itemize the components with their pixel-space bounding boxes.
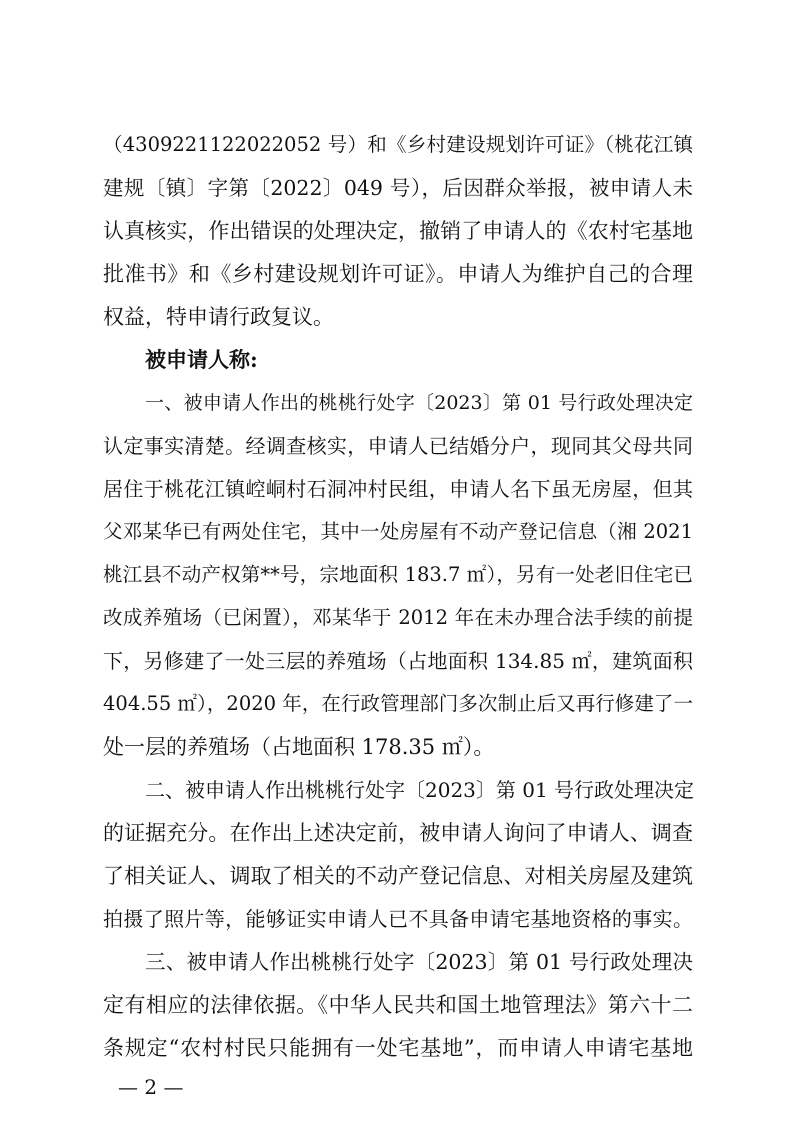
text-line: （4309221122022052 号）和《乡村建设规划许可证》（桃花江镇 <box>103 133 693 156</box>
text-line: 权益，特申请行政复议。 <box>103 305 334 329</box>
text-line: 建规〔镇〕字第〔2022〕049 号），后因群众举报，被申请人未 <box>103 176 693 200</box>
text-line: 认定事实清楚。经调查核实，申请人已结婚分户，现同其父母共同 <box>103 434 693 458</box>
text-line: 404.55 ㎡），2020 年，在行政管理部门多次制止后又再行修建了一 <box>103 692 693 715</box>
text-line: 定有相应的法律依据。《中华人民共和国土地管理法》第六十二 <box>103 993 693 1017</box>
text-line: 认真核实，作出错误的处理决定，撤销了申请人的《农村宅基地 <box>103 219 693 243</box>
text-line: 拍摄了照片等，能够证实申请人已不具备申请宅基地资格的事实。 <box>103 907 693 931</box>
text-line: 了相关证人、调取了相关的不动产登记信息、对相关房屋及建筑 <box>103 864 693 888</box>
text-line: 一、被申请人作出的桃桃行处字〔2023〕第 01 号行政处理决定 <box>145 392 693 414</box>
section-heading: 被申请人称: <box>145 347 258 372</box>
text-line: 条规定“农村村民只能拥有一处宅基地”，而申请人申请宅基地 <box>103 1036 693 1060</box>
text-line: 处一层的养殖场（占地面积 178.35 ㎡）。 <box>103 735 495 759</box>
text-line: 的证据充分。在作出上述决定前，被申请人询问了申请人、调查 <box>103 821 693 845</box>
text-line: 二、被申请人作出桃桃行处字〔2023〕第 01 号行政处理决定 <box>145 778 695 802</box>
text-line: 居住于桃花江镇崆峒村石洞冲村民组，申请人名下虽无房屋，但其 <box>103 477 693 501</box>
text-line: 批准书》和《乡村建设规划许可证》。申请人为维护自己的合理 <box>103 262 693 286</box>
text-line: 改成养殖场（已闲置），邓某华于 2012 年在未办理合法手续的前提 <box>103 606 693 629</box>
page-number: — 2 — <box>118 1075 184 1099</box>
text-line: 下，另修建了一处三层的养殖场（占地面积 134.85 ㎡，建筑面积 <box>103 649 693 673</box>
text-line: 桃江县不动产权第**号，宗地面积 183.7 ㎡），另有一处老旧住宅已 <box>103 563 693 586</box>
text-line: 父邓某华已有两处住宅，其中一处房屋有不动产登记信息（湘 2021 <box>103 520 693 543</box>
text-line: 三、被申请人作出桃桃行处字〔2023〕第 01 号行政处理决 <box>145 950 693 974</box>
